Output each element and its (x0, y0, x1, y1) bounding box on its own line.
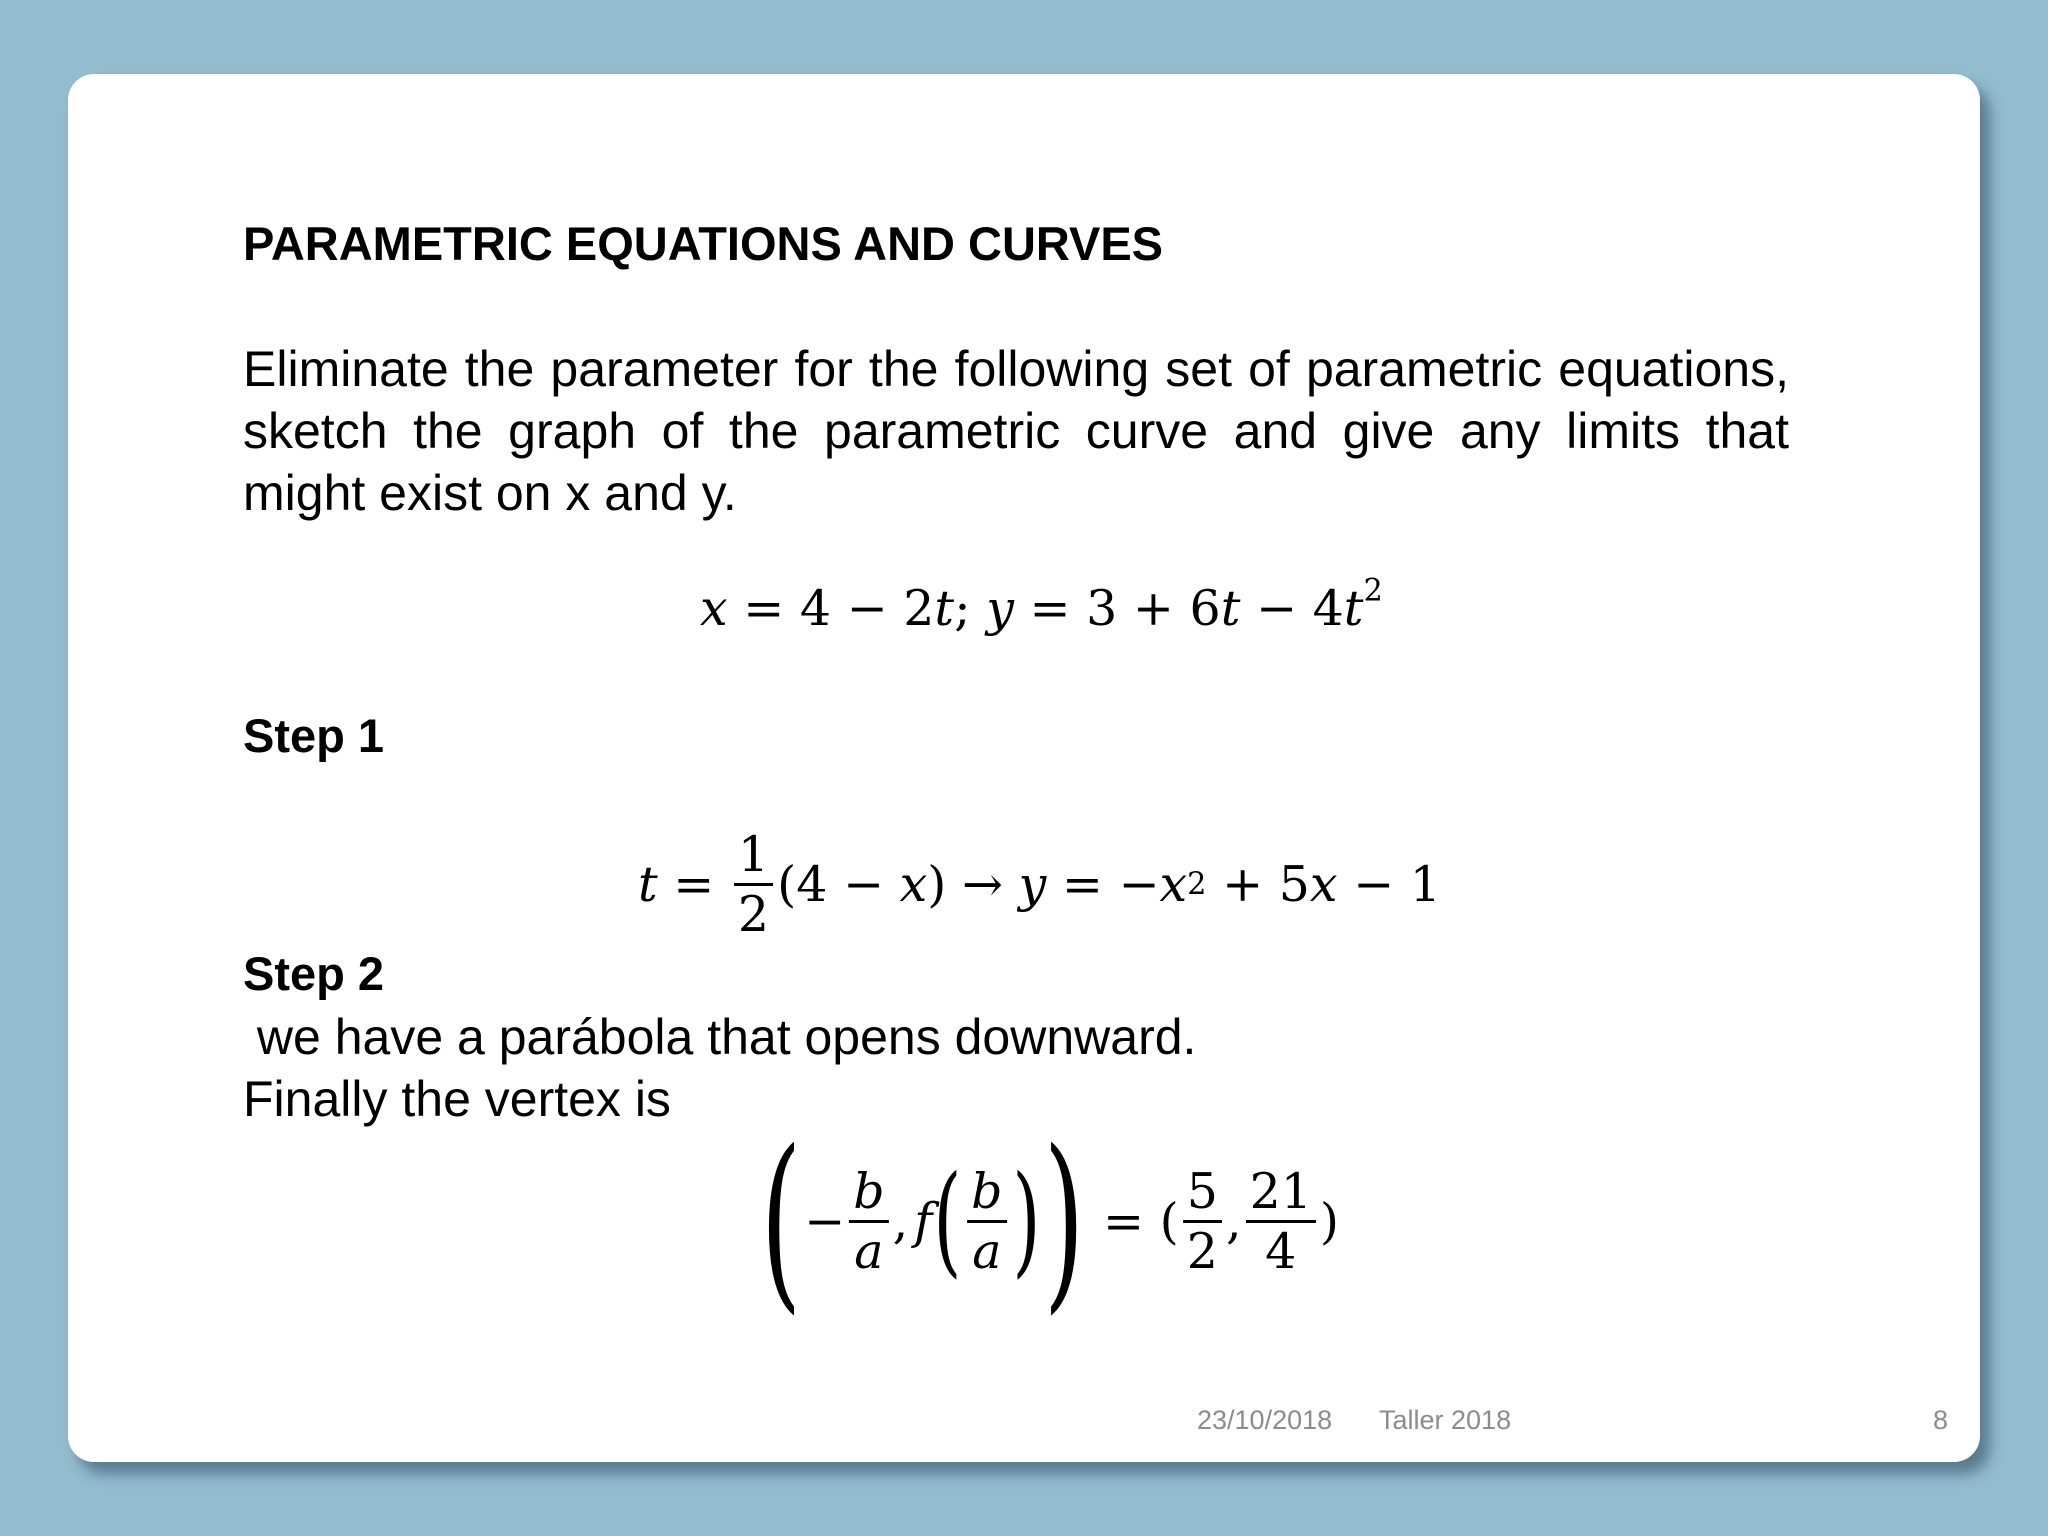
frac-num: b (849, 1167, 888, 1223)
y-expr: = 3 + 6 (1013, 580, 1221, 637)
frac-num: 5 (1183, 1167, 1222, 1223)
right-paren: ) (1044, 1110, 1085, 1331)
var-y: y (1018, 856, 1047, 913)
step1-label: Step 1 (243, 709, 385, 762)
separator: ; (954, 580, 987, 637)
frac-den: a (972, 1222, 1002, 1280)
var-t: t (934, 580, 955, 637)
var-x: x (700, 580, 728, 637)
frac-num: 1 (734, 830, 773, 886)
equals: = ( (1087, 1192, 1179, 1250)
frac-den: 2 (737, 886, 770, 943)
right-paren: ) (1011, 1151, 1040, 1290)
expr-part: − 1 (1337, 856, 1441, 913)
instruction-text: Eliminate the parameter for the following set of parametric equations, sketch the graph of the parametric curve and give any limits that might exist on x and y. (243, 341, 1789, 521)
left-paren: ( (933, 1151, 962, 1290)
equals: = (657, 856, 730, 913)
frac-num: b (967, 1167, 1006, 1223)
expr-part: (4 − (777, 856, 900, 913)
var-t: t (1220, 580, 1241, 637)
slide-title: PARAMETRIC EQUATIONS AND CURVES (243, 217, 1164, 270)
left-paren: ( (760, 1110, 802, 1331)
minus-sign: − (804, 1192, 846, 1250)
slide (68, 74, 1980, 1462)
close-paren: ) (1319, 1192, 1340, 1250)
var-x: x (899, 856, 928, 913)
vertex-formula (758, 1110, 1340, 1331)
frac-den: 4 (1265, 1222, 1297, 1280)
step1-equation: t = $\frac{1}{2}$ (4 − x ) → y = − x 2 + 5 x − 1 (638, 826, 1441, 943)
frac-den: 2 (1186, 1222, 1218, 1280)
var-x: x (1309, 856, 1338, 913)
step2-text: we have a parábola that opens downward. (243, 1009, 1197, 1065)
var-t: t (638, 856, 658, 913)
step2-label: Step 2 (243, 947, 385, 1000)
comma: , (1225, 1192, 1242, 1250)
frac-den: a (854, 1222, 884, 1280)
x-expr: = 4 − 2 (727, 580, 935, 637)
parametric-equations (700, 573, 1383, 637)
footer-event: Taller 2018 (1379, 1405, 1512, 1435)
var-t: t (1343, 580, 1364, 637)
expr-part: + 5 (1206, 856, 1310, 913)
footer-date: 23/10/2018 (1197, 1405, 1333, 1435)
vertex-intro: Finally the vertex is (243, 1071, 671, 1127)
fraction-b-over-a (967, 1162, 1006, 1280)
exponent: 2 (1363, 573, 1383, 609)
y-expr-mid: − 4 (1240, 580, 1344, 637)
fraction-21-over-4 (1246, 1162, 1316, 1280)
expr-part: = − (1046, 856, 1160, 913)
func-f: f (914, 1192, 933, 1250)
comma: , (892, 1192, 909, 1250)
arrow-part: ) → (927, 856, 1019, 913)
var-x: x (1159, 856, 1188, 913)
frac-num: 21 (1246, 1167, 1316, 1223)
fraction-b-over-a (849, 1162, 888, 1280)
page-number: 8 (1933, 1405, 1949, 1435)
fraction-half (734, 826, 773, 943)
fraction-5-over-2 (1183, 1162, 1222, 1280)
var-y: y (986, 580, 1014, 637)
